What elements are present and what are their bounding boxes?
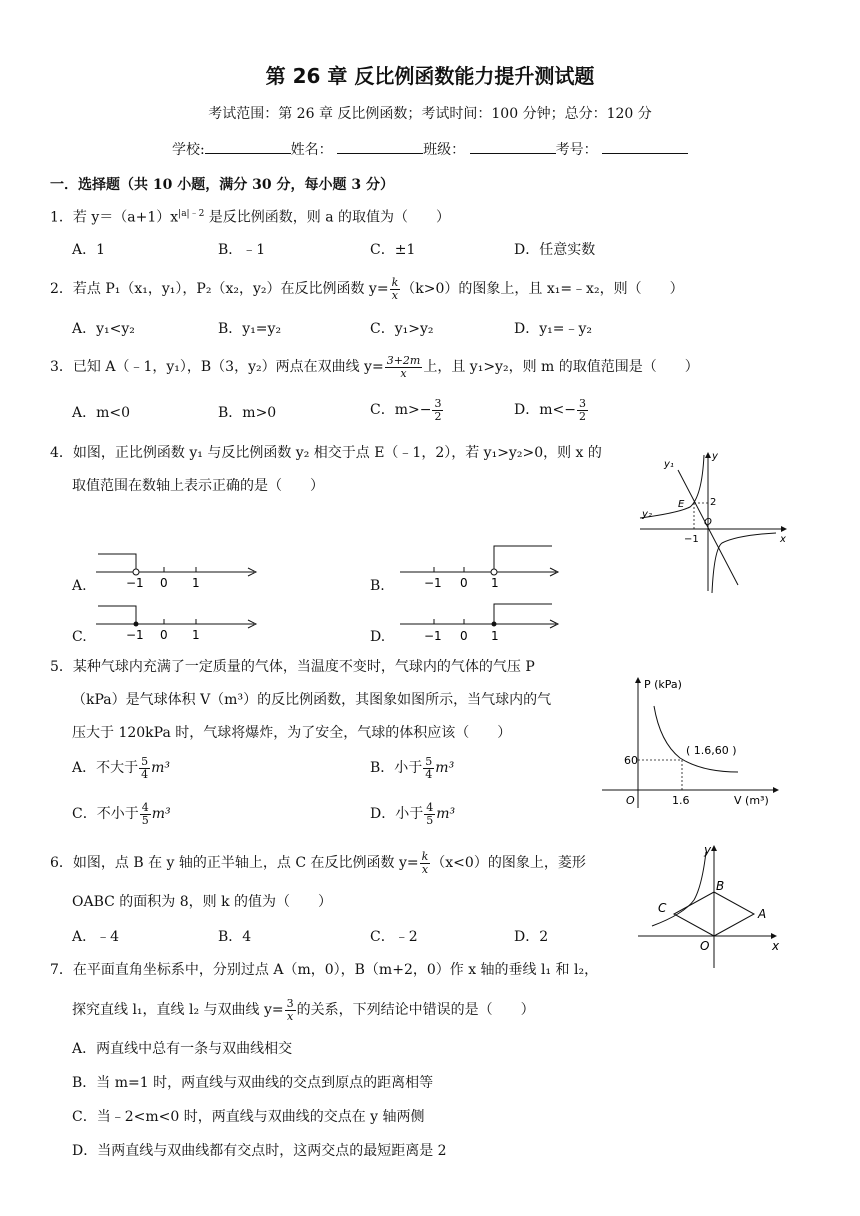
exam-info: 考试范围：第 26 章 反比例函数；考试时间：100 分钟；总分：120 分	[208, 106, 652, 122]
student-info-line	[0, 141, 860, 159]
q6-graph-x-label: x	[772, 939, 780, 953]
q6-graph	[636, 840, 786, 970]
q3-option-c: C．m>− $\frac{3}{2}$	[370, 397, 442, 423]
svg-text:1: 1	[192, 628, 200, 642]
q5-graph-16-label: 1.6	[672, 794, 690, 807]
q4-option-b-label: B.	[370, 578, 385, 594]
q4-graph-x-label: x	[780, 534, 786, 545]
q4-option-c-numberline	[92, 602, 262, 644]
q7-fraction: $\frac{3}{x}$	[286, 997, 294, 1023]
q4-graph-y-label: y	[712, 451, 718, 462]
q2-option-a: A．y₁<y₂	[72, 321, 135, 337]
q7-option-d: D．当两直线与双曲线都有交点时，这两交点的最短距离是 2	[72, 1143, 447, 1159]
q1-option-d: D．任意实数	[514, 242, 596, 258]
q4-option-a-numberline	[92, 550, 262, 595]
q5-graph-o-label: O	[626, 794, 635, 807]
q3-stem	[50, 355, 699, 379]
q5-graph	[598, 672, 788, 812]
svg-text:1: 1	[491, 576, 499, 590]
q7-text-a: 探究直线 l₁，直线 l₂ 与双曲线 y=	[72, 1002, 284, 1019]
svg-text:−1: −1	[126, 628, 144, 642]
q3-option-d: D．m<− $\frac{3}{2}$	[514, 397, 586, 423]
q7-option-b: B．当 m=1 时，两直线与双曲线的交点到原点的距离相等	[72, 1075, 434, 1091]
q5-line3: 压大于 120kPa 时，气球将爆炸，为了安全，气球的体积应该（ ）	[72, 725, 512, 741]
q5-option-a: A．不大于 $\frac{5}{4}$ m³	[72, 755, 171, 781]
q4-graph-o-label: O	[704, 517, 712, 528]
q4-graph	[638, 445, 798, 595]
q7-option-a: A．两直线中总有一条与双曲线相交	[72, 1041, 293, 1057]
q4-graph-e-label: E	[678, 499, 685, 510]
q7-option-c: C．当﹣2<m<0 时，两直线与双曲线的交点在 y 轴两侧	[72, 1109, 425, 1125]
q7-text-b: 的关系，下列结论中错误的是（ ）	[296, 1002, 535, 1019]
q4-graph-2-label: 2	[710, 497, 717, 508]
q4-option-a-label: A.	[72, 578, 87, 594]
svg-text:1: 1	[192, 576, 200, 590]
q4-option-b-numberline	[396, 542, 566, 590]
q6-option-d: D．2	[514, 929, 549, 945]
q6-graph-a-label: A	[758, 907, 767, 921]
id-label: 考号：	[555, 142, 598, 158]
name-label: 姓名：	[290, 142, 333, 158]
q2-option-d: D．y₁=﹣y₂	[514, 321, 592, 337]
class-blank	[470, 141, 556, 154]
q1-option-a: A．1	[72, 242, 106, 258]
svg-text:0: 0	[460, 629, 468, 643]
q6-text-a: 6．如图，点 B 在 y 轴的正半轴上，点 C 在反比例函数 y=	[50, 855, 419, 872]
q1-text-a: 1．若 y＝（a+1）x	[50, 209, 179, 226]
q6-graph-b-label: B	[716, 879, 725, 893]
q5-graph-point-label: ( 1.6,60 )	[686, 744, 737, 757]
q2-option-b: B．y₁=y₂	[218, 321, 282, 337]
q4-line2: 取值范围在数轴上表示正确的是（ ）	[72, 478, 324, 494]
q6-graph-y-label: y	[704, 843, 712, 857]
q3-option-b: B．m>0	[218, 405, 277, 421]
q7-line1: 7．在平面直角坐标系中，分别过点 A（m，0），B（m+2，0）作 x 轴的垂线 l₁ 和 l₂，	[50, 962, 599, 978]
section-heading: 一．选择题（共 10 小题，满分 30 分，每小题 3 分）	[50, 177, 394, 193]
svg-text:−1: −1	[424, 576, 442, 590]
svg-text:−1: −1	[126, 576, 144, 590]
page-title: 第 26 章 反比例函数能力提升测试题	[265, 64, 595, 88]
q4-option-c-label: C.	[72, 629, 87, 645]
q6-option-a: A．﹣4	[72, 929, 120, 945]
q5-option-c: C．不小于 $\frac{4}{5}$ m³	[72, 801, 171, 827]
q1-option-b: B．﹣1	[218, 242, 266, 258]
q5-line1: 5．某种气球内充满了一定质量的气体，当温度不变时，气球内的气体的气压 P	[50, 659, 535, 675]
q6-text-b: （x<0）的图象上，菱形	[431, 855, 586, 872]
q4-line1: 4．如图，正比例函数 y₁ 与反比例函数 y₂ 相交于点 E（﹣1，2），若 y₁>y₂>0，则 x 的	[50, 445, 602, 461]
q6-line2: OABC 的面积为 8，则 k 的值为（ ）	[72, 894, 333, 910]
q6-option-c: C．﹣2	[370, 929, 418, 945]
q4-option-d-label: D.	[370, 629, 386, 645]
class-label: 班级：	[423, 142, 466, 158]
id-blank	[602, 141, 688, 154]
q4-graph-y2-label: y₂	[642, 509, 652, 520]
q5-option-d: D．小于 $\frac{4}{5}$ m³	[370, 801, 456, 827]
q4-graph-y1-label: y₁	[664, 459, 674, 470]
q2-fraction: $\frac{k}{x}$	[391, 276, 399, 302]
q3-text-b: 上，且 y₁>y₂，则 m 的取值范围是（ ）	[423, 359, 699, 376]
name-blank	[337, 141, 423, 154]
svg-text:0: 0	[160, 576, 168, 590]
svg-text:−1: −1	[424, 629, 442, 643]
q2-stem	[50, 277, 684, 301]
svg-text:1: 1	[491, 629, 499, 643]
q7-stem2	[72, 998, 535, 1022]
q3-fraction: $\frac{3+2m}{x}$	[386, 354, 421, 380]
q1-text-b: 是反比例函数，则 a 的取值为（ ）	[204, 209, 451, 226]
svg-text:0: 0	[160, 628, 168, 642]
svg-text:0: 0	[460, 576, 468, 590]
q6-graph-o-label: O	[700, 939, 710, 953]
q2-option-c: C．y₁>y₂	[370, 321, 434, 337]
q5-graph-xlabel: V (m³)	[734, 794, 769, 807]
q5-option-b: B．小于 $\frac{5}{4}$ m³	[370, 755, 455, 781]
q3-text-a: 3．已知 A（﹣1，y₁），B（3，y₂）两点在双曲线 y=	[50, 359, 384, 376]
q6-fraction: $\frac{k}{x}$	[421, 850, 429, 876]
q5-graph-60-label: 60	[624, 754, 638, 767]
q4-option-d-numberline	[396, 600, 566, 644]
q1-option-c: C．±1	[370, 242, 416, 258]
q3-option-a: A．m<0	[72, 405, 131, 421]
q5-line2: （kPa）是气球体积 V（m³）的反比例函数，其图象如图所示，当气球内的气	[72, 692, 552, 708]
q4-graph-neg1-label: −1	[684, 534, 699, 545]
q2-text-b: （k>0）的图象上，且 x₁=﹣x₂，则（ ）	[401, 281, 684, 298]
q6-option-b: B．4	[218, 929, 252, 945]
q6-stem	[50, 851, 586, 875]
q2-text-a: 2．若点 P₁（x₁，y₁），P₂（x₂，y₂）在反比例函数 y=	[50, 281, 389, 298]
school-label: 学校:	[171, 142, 205, 158]
q6-graph-c-label: C	[658, 901, 667, 915]
q5-graph-ylabel: P (kPa)	[644, 678, 682, 691]
school-blank	[205, 141, 291, 154]
q1-exponent: |a|﹣2	[178, 209, 205, 219]
q1-stem	[50, 209, 450, 226]
